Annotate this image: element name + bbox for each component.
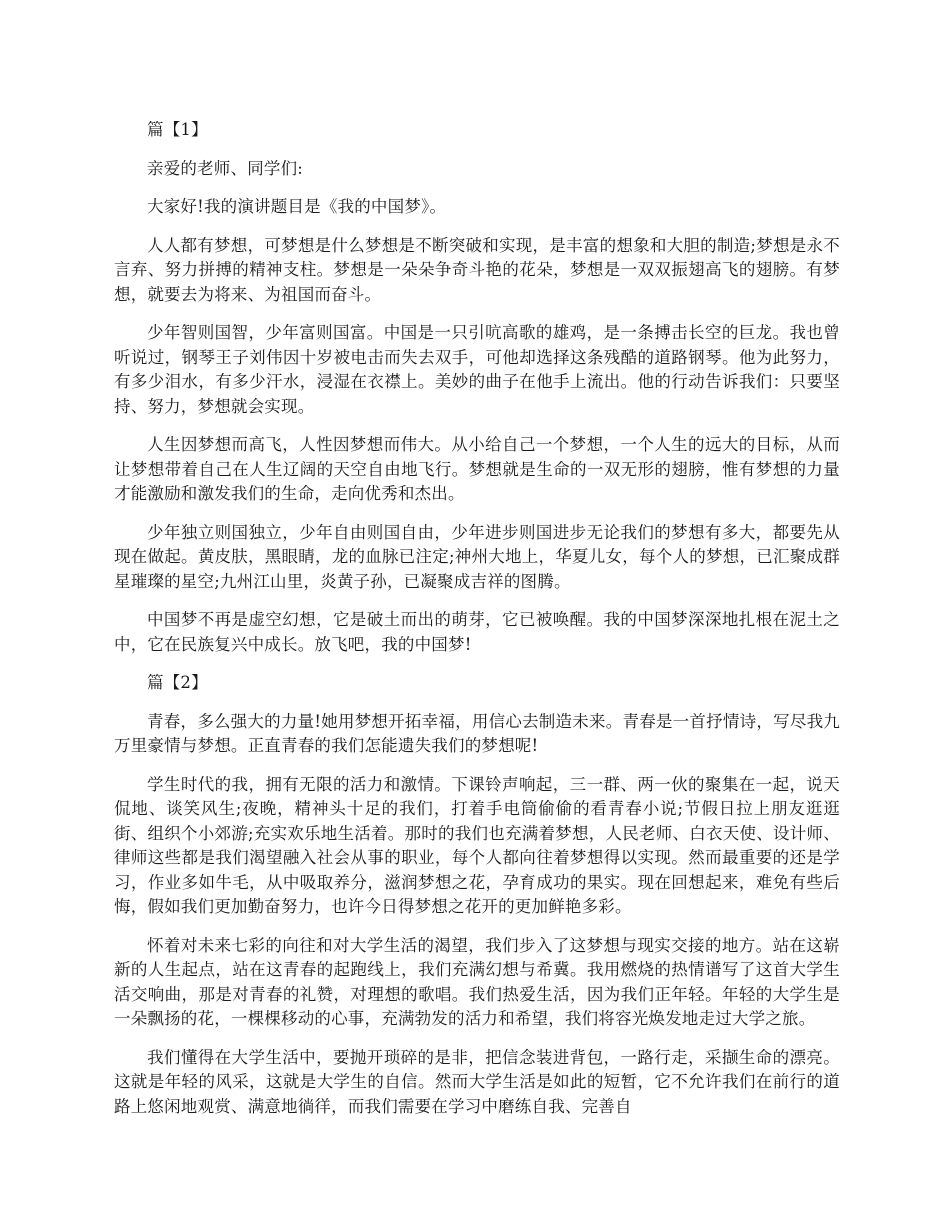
paragraph: 我们懂得在大学生活中，要抛开琐碎的是非，把信念装进背包，一路行走，采撷生命的漂亮。这就是年轻的风采，这就是大学生的自信。然而大学生活是如此的短暂，它不允许我们在前行的道路上悠闲地观赏、满意地徜徉，而我们需要在学习中磨练自我、完善自	[114, 1047, 840, 1116]
paragraph: 人生因梦想而高飞，人性因梦想而伟大。从小给自己一个梦想，一个人生的远大的目标，从而让梦想带着自己在人生辽阔的天空自由地飞行。梦想就是生命的一双无形的翅膀，惟有梦想的力量才能激励和激发我们的生命，走向优秀和杰出。	[114, 435, 840, 503]
paragraph: 少年智则国智，少年富则国富。中国是一只引吭高歌的雄鸡，是一条搏击长空的巨龙。我也曾听说过，钢琴王子刘伟因十岁被电击而失去双手，可他却选择这条残酷的道路钢琴。他为此努力，有多少泪水，有多少汗水，浸湿在衣襟上。美妙的曲子在他手上流出。他的行动告诉我们：只要坚持、努力，梦想就会实现。	[114, 323, 840, 416]
paragraph: 学生时代的我，拥有无限的活力和激情。下课铃声响起，三一群、两一伙的聚集在一起，说天侃地、谈笑风生;夜晚，精神头十足的我们，打着手电筒偷偷的看青春小说;节假日拉上朋友逛逛街、组织个小郊游;充实欢乐地生活着。那时的我们也充满着梦想，人民老师、白衣天使、设计师、律师这些都是我们渴望融入社会从事的职业，每个人都向往着梦想得以实现。然而最重要的还是学习，作业多如牛毛，从中吸取养分，滋润梦想之花，孕育成功的果实。现在回想起来，难免有些后悔，假如我们更加勤奋努力，也许今日得梦想之花开的更加鲜艳多彩。	[114, 774, 840, 916]
section-heading: 篇【2】	[147, 673, 208, 692]
section-1	[114, 118, 840, 657]
paragraph: 怀着对未来七彩的向往和对大学生活的渴望，我们步入了这梦想与现实交接的地方。站在这崭新的人生起点，站在这青春的起跑线上，我们充满幻想与希冀。我用燃烧的热情谱写了这首大学生活交响曲，那是对青春的礼赞，对理想的歌唱。我们热爱生活，因为我们正年轻。年轻的大学生是一朵飘扬的花，一棵棵移动的心事，充满勃发的活力和希望，我们将容光焕发地走过大学之旅。	[114, 935, 840, 1028]
paragraph: 大家好!我的演讲题目是《我的中国梦》。	[147, 197, 447, 216]
section-heading: 篇【1】	[147, 120, 208, 139]
document-page	[114, 118, 840, 1133]
section-2	[114, 671, 840, 1119]
paragraph: 人人都有梦想，可梦想是什么梦想是不断突破和实现，是丰富的想象和大胆的制造;梦想是永不言弃、努力拼搏的精神支柱。梦想是一朵朵争奇斗艳的花朵，梦想是一双双振翅高飞的翅膀。有梦想，就要去为将来、为祖国而奋斗。	[114, 235, 840, 304]
paragraph: 青春，多么强大的力量!她用梦想开拓幸福，用信心去制造未来。青春是一首抒情诗，写尽我九万里豪情与梦想。正直青春的我们怎能遗失我们的梦想呢!	[114, 711, 840, 755]
paragraph: 亲爱的老师、同学们:	[147, 158, 304, 178]
paragraph: 中国梦不再是虚空幻想，它是破土而出的萌芽，它已被唤醒。我的中国梦深深地扎根在泥土之中，它在民族复兴中成长。放飞吧，我的中国梦!	[114, 610, 840, 654]
paragraph: 少年独立则国独立，少年自由则国自由，少年进步则国进步无论我们的梦想有多大，都要先从现在做起。黄皮肤，黑眼睛，龙的血脉已注定;神州大地上，华夏儿女，每个人的梦想，已汇聚成群星璀璨的星空;九州江山里，炎黄子孙，已凝聚成吉祥的图腾。	[114, 522, 840, 591]
